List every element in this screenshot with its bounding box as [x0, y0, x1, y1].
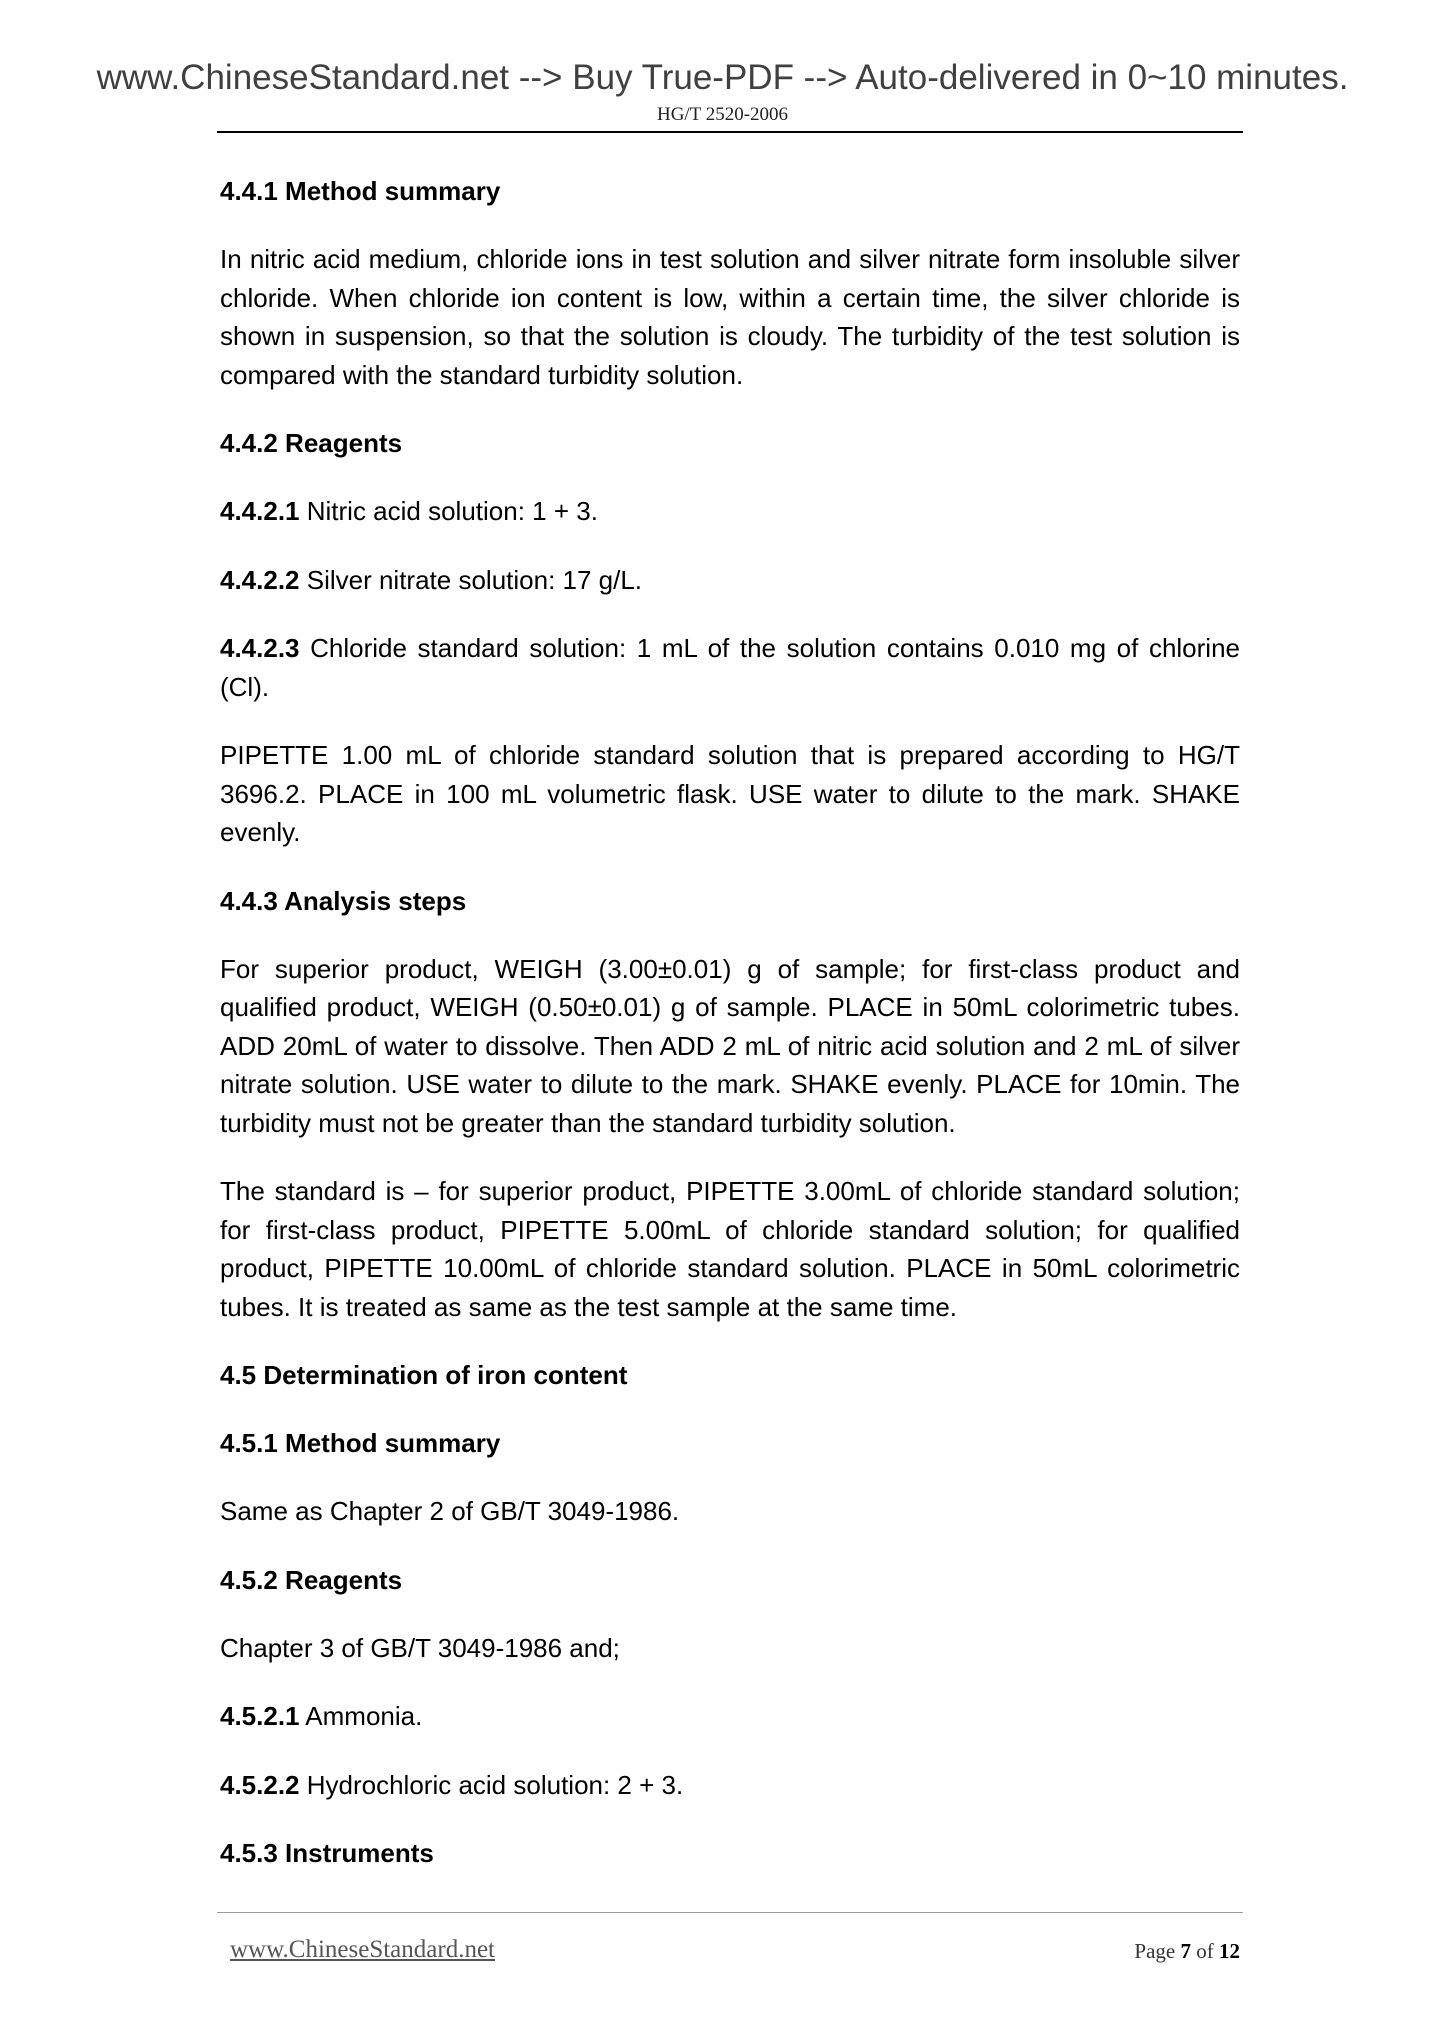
header-rule: [217, 131, 1243, 133]
source-banner: www.ChineseStandard.net --> Buy True-PDF --> Auto-delivered in 0~10 minutes.: [96, 58, 1349, 97]
paragraph-iron-summary: Same as Chapter 2 of GB/T 3049-1986.: [220, 1496, 680, 1526]
footer-rule: [217, 1912, 1243, 1913]
clause-text: Chloride standard solution: 1 mL of the solution contains 0.010 mg of chlorine (Cl).: [220, 633, 1240, 702]
heading-4-5-3: 4.5.3 Instruments: [220, 1838, 434, 1868]
heading-4-4-1: 4.4.1 Method summary: [220, 176, 501, 206]
clause-4-4-2-1: [220, 492, 1240, 531]
paragraph-method-summary: In nitric acid medium, chloride ions in test solution and silver nitrate form insoluble silver chloride. When chloride ion content is low, within a certain time, the silver chloride is shown in suspension, so that the solution is cloudy. The turbidity of the test solution is compared with the standard turbidity solution.: [220, 244, 1240, 390]
clause-4-5-2-2: [220, 1766, 1240, 1805]
heading-4-5-2: 4.5.2 Reagents: [220, 1564, 403, 1595]
clause-text: Silver nitrate solution: 17 g/L.: [299, 564, 643, 595]
clause-4-4-2-2: [220, 561, 1240, 600]
clause-number: 4.4.2.1: [220, 496, 300, 526]
clause-text: Hydrochloric acid solution: 2 + 3.: [299, 1769, 684, 1800]
heading-4-4-3: 4.4.3 Analysis steps: [220, 885, 467, 916]
clause-number: 4.4.2.3: [220, 633, 300, 663]
heading-4-5: 4.5 Determination of iron content: [220, 1360, 628, 1390]
page-of: of: [1191, 1939, 1219, 1963]
clause-text: Ammonia.: [299, 1701, 423, 1731]
page-total: 12: [1219, 1939, 1240, 1963]
paragraph-pipette: PIPETTE 1.00 mL of chloride standard solution that is prepared according to HG/T 3696.2. PLACE in 100 mL volumetric flask. USE water to dilute to the mark. SHAKE evenly.: [220, 740, 1240, 847]
clause-number: 4.4.2.2: [220, 564, 300, 595]
clause-4-5-2-1: [220, 1697, 1240, 1736]
page-word: Page: [1134, 1939, 1181, 1963]
footer-site-link[interactable]: www.ChineseStandard.net: [230, 1936, 495, 1963]
paragraph-analysis-steps: For superior product, WEIGH (3.00±0.01) g of sample; for first-class product and qualified product, WEIGH (0.50±0.01) g of sample. PLACE in 50mL colorimetric tubes. ADD 20mL of water to dissolve. Then ADD 2 mL of nitric acid solution and 2 mL of silver nitrate solution. USE water to dilute to the mark. SHAKE evenly. PLACE for 10min. The turbidity must not be greater than the standard turbidity solution.: [220, 953, 1240, 1138]
heading-4-5-1: 4.5.1 Method summary: [220, 1428, 501, 1458]
document-body: [220, 172, 1240, 1902]
paragraph-iron-reagents: Chapter 3 of GB/T 3049-1986 and;: [220, 1632, 620, 1663]
page-current: 7: [1180, 1939, 1191, 1963]
clause-4-4-2-3: [220, 629, 1240, 706]
clause-number: 4.5.2.1: [220, 1701, 300, 1731]
clause-text: Nitric acid solution: 1 + 3.: [299, 496, 598, 526]
page-number: [1134, 1939, 1240, 1964]
standard-number: HG/T 2520-2006: [656, 104, 789, 125]
paragraph-standard: The standard is – for superior product, PIPETTE 3.00mL of chloride standard solution; for first-class product, PIPETTE 5.00mL of chloride standard solution; for qualified product, PIPETTE 10.00mL of chloride standard solution. PLACE in 50mL colorimetric tubes. It is treated as same as the test sample at the same time.: [220, 1176, 1240, 1322]
heading-4-4-2: 4.4.2 Reagents: [220, 428, 403, 458]
clause-number: 4.5.2.2: [220, 1769, 300, 1800]
